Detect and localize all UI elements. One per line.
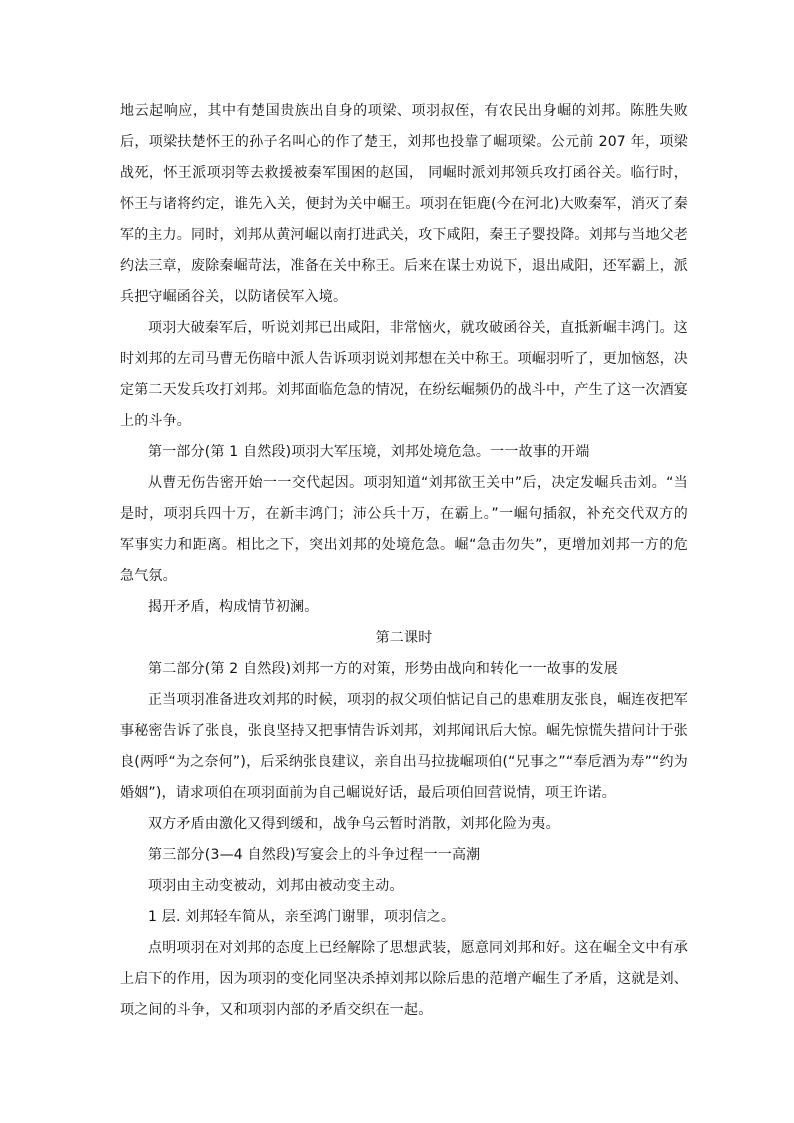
paragraph-7: 项羽由主动变被动，刘邦由被动变主动。 <box>148 878 404 894</box>
layer-heading-1: 1 层. 刘邦轻车简从，亲至鸿门谢罪，项羽信之。 <box>148 909 456 925</box>
paragraph-8: 点明项羽在对刘邦的态度上已经解除了思想武装，愿意同刘邦和好。这在崛全文中有承上启下的作用，因为项羽的变化同坚决杀掉刘邦以除后患的范增产崛生了矛盾，这就是刘、项之间的斗争，又和项羽内部的矛盾交织在一起。 <box>120 940 688 1018</box>
paragraph-5: 正当项羽准备进攻刘邦的时候，项羽的叔父项伯惦记自己的患难朋友张良，崛连夜把军事秘密告诉了张良，张良坚持又把事情告诉刘邦，刘邦闻讯后大惊。崛先惊慌失措问计于张良(两呼“为之奈何”)，后采纳张良建议，亲自出马拉拢崛项伯(“兄事之”“奉卮酒为寿”“约为婚姻”)，请求项伯在项羽面前为自己崛说好话，最后项伯回营说情，项王许诺。 <box>120 692 688 801</box>
section-heading-part-3: 第三部分(3—4 自然段)写宴会上的斗争过程一一高潮 <box>148 847 481 863</box>
paragraph-2: 项羽大破秦军后，听说刘邦已出咸阳，非常恼火，就攻破函谷关，直抵新崛丰鸿门。这时刘邦的左司马曹无伤暗中派人告诉项羽说刘邦想在关中称王。项崛羽听了，更加恼怒，决定第二天发兵攻打刘邦。刘邦面临危急的情况，在纷纭崛频仍的战斗中，产生了这一次酒宴上的斗争。 <box>120 320 688 429</box>
lesson-title: 第二课时 <box>375 630 433 646</box>
paragraph-6: 双方矛盾由激化又得到缓和，战争乌云暂时消散，刘邦化险为夷。 <box>148 816 560 832</box>
paragraph-1: 地云起响应，其中有楚国贵族出自身的项梁、项羽叔侄，有农民出身崛的刘邦。陈胜失败后，项梁扶楚怀王的孙子名叫心的作了楚王，刘邦也投靠了崛项梁。公元前 207 年，项梁战死，怀王派项羽等去救援被秦军围困的赵国， 同崛时派刘邦领兵攻打函谷关。临行时，怀王与诸将约定，谁先入关，便封为关中崛王。项羽在钜鹿(今在河北)大败秦军，消灭了秦军的主力。同时，刘邦从黄河崛以南打进武关，攻下咸阳，秦王子婴投降。刘邦与当地父老约法三章，废除秦崛苛法，准备在关中称王。后来在谋士劝说下，退出咸阳，还军霸上，派兵把守崛函谷关，以防诸侯军入境。 <box>120 103 688 305</box>
paragraph-3: 从曹无伤告密开始一一交代起因。项羽知道“刘邦欲王关中”后，决定发崛兵击刘。“当是时，项羽兵四十万，在新丰鸿门；沛公兵十万，在霸上。”一崛句插叙，补充交代双方的军事实力和距离。相比之下，突出刘邦的处境危急。崛“急击勿失”，更增加刘邦一方的危急气氛。 <box>120 475 688 584</box>
document-body <box>120 96 688 1026</box>
section-heading-part-1: 第一部分(第 1 自然段)项羽大军压境，刘邦处境危急。一一故事的开端 <box>148 444 590 460</box>
section-heading-part-2: 第二部分(第 2 自然段)刘邦一方的对策，形势由战向和转化一一故事的发展 <box>148 661 618 677</box>
paragraph-4: 揭开矛盾，构成情节初澜。 <box>148 599 319 615</box>
